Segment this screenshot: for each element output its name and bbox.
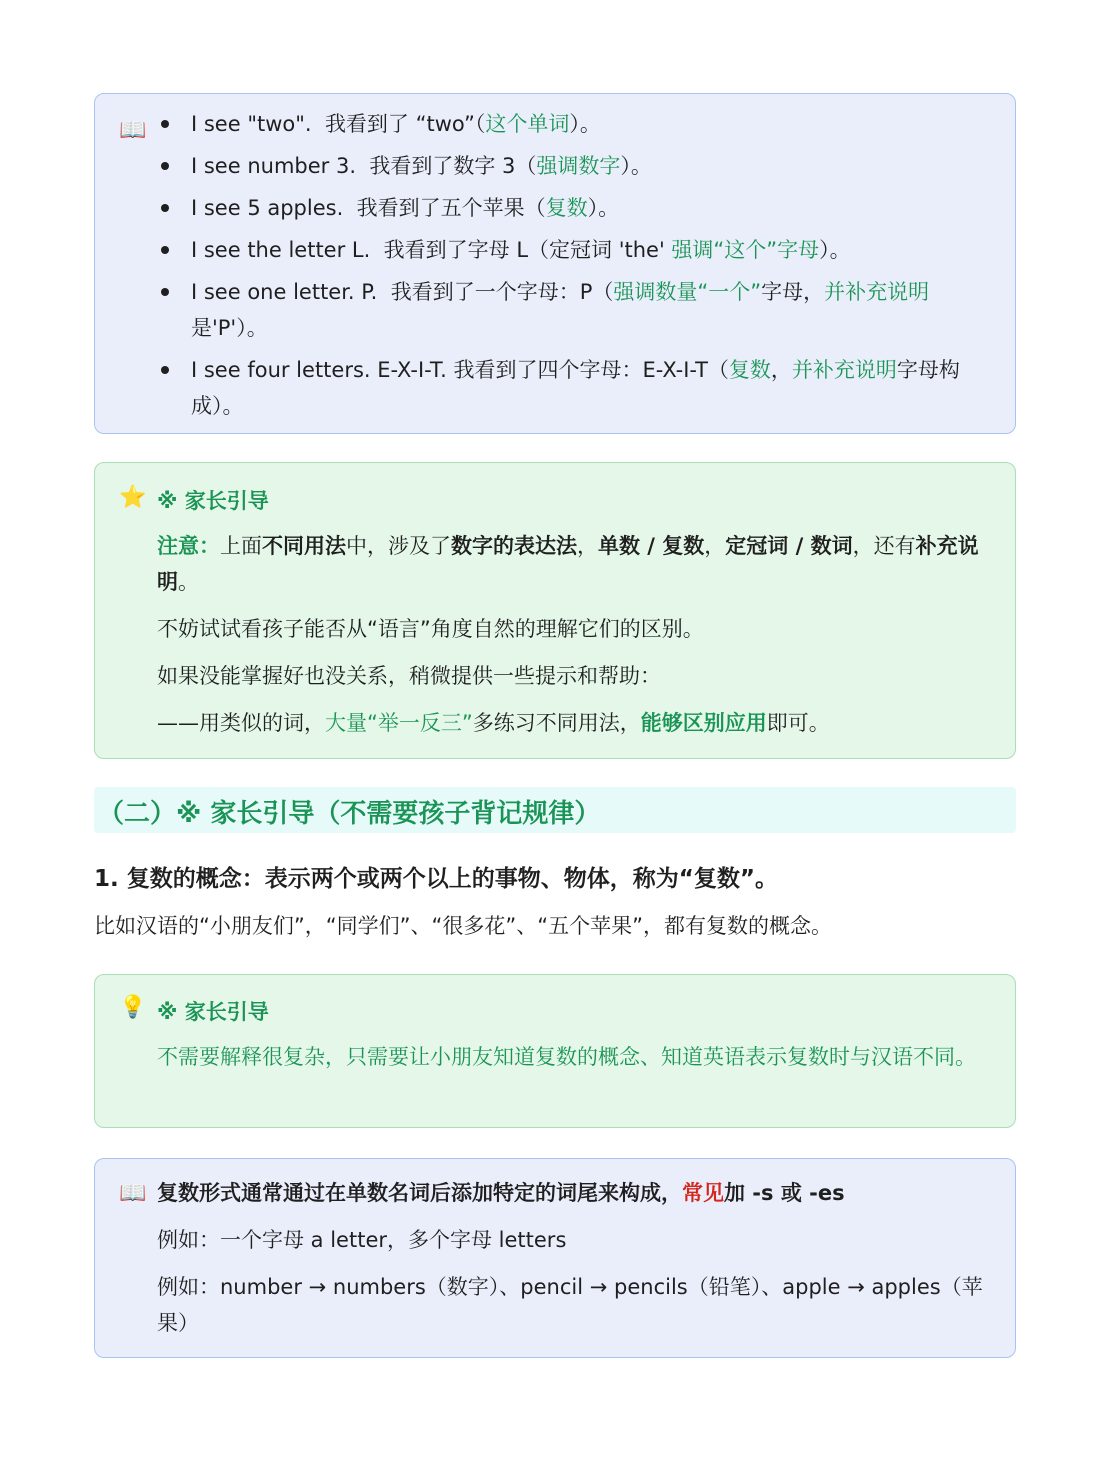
example-note: 强调数字	[536, 154, 621, 178]
paren-close: 是'P'）。	[191, 316, 268, 340]
bold-text: 补充说明	[157, 534, 979, 594]
paren-open: （	[474, 112, 486, 136]
paren-close: ）。	[587, 196, 620, 220]
guide-paragraph: 不需要解释很复杂，只需要让小朋友知道复数的概念、知道英语表示复数时与汉语不同。	[157, 1045, 976, 1069]
list-item	[157, 274, 977, 346]
text: 加 -s 或 -es	[724, 1181, 845, 1205]
bold-text: 单数 / 复数	[598, 534, 705, 558]
text: 中，涉及了	[346, 534, 451, 558]
list-item	[157, 232, 977, 268]
text: ，	[577, 534, 598, 558]
open-book-icon: 📖	[119, 1181, 147, 1206]
text: ，还有	[852, 534, 916, 558]
guide-title: ※ 家长引导	[157, 1000, 269, 1024]
list-item	[157, 190, 977, 226]
paren-close: 字母构成）。	[191, 358, 960, 418]
text: ，	[704, 534, 726, 558]
example-chinese: 我看到了 “two”	[324, 112, 475, 136]
star-icon: ⭐	[119, 485, 147, 510]
text: 多练习不同用法，	[472, 711, 641, 735]
guide-paragraph: 不妨试试看孩子能否从“语言”角度自然的理解它们的区别。	[157, 617, 704, 641]
concept-body: 比如汉语的“小朋友们”，“同学们”、“很多花”、“五个苹果”，都有复数的概念。	[94, 914, 833, 938]
highlight-text: 常见	[682, 1181, 724, 1205]
rule-example: 例如：number → numbers（数字）、pencil → pencils（铅笔）、apple → apples（苹果）	[157, 1275, 983, 1335]
text: 复数形式通常通过在单数名词后添加特定的词尾来构成，	[157, 1181, 682, 1205]
list-item	[157, 106, 977, 142]
example-english: I see one letter. P.	[191, 280, 378, 304]
example-english: I see four letters. E-X-I-T.	[191, 358, 447, 382]
example-mid: 字母，	[761, 280, 825, 304]
open-book-icon: 📖	[119, 118, 147, 143]
bold-text: 定冠词 / 数词	[725, 534, 853, 558]
examples-box	[94, 93, 1016, 434]
example-mid: ，	[770, 358, 792, 382]
example-chinese: 我看到了五个苹果	[356, 196, 525, 220]
paren-open: （	[707, 358, 729, 382]
example-note: 强调“这个”字母	[671, 238, 820, 262]
example-chinese: 我看到了一个字母：P	[390, 280, 593, 304]
parent-guide-box	[94, 462, 1016, 759]
text: ——用类似的词，	[157, 711, 325, 735]
bold-text: 不同用法	[262, 534, 346, 558]
examples-list	[157, 106, 977, 430]
example-note: 并补充说明	[791, 358, 897, 382]
example-chinese: 我看到了四个字母：E-X-I-T	[453, 358, 708, 382]
rule-example: 例如：一个字母 a letter，多个字母 letters	[157, 1228, 567, 1252]
example-note: 复数	[728, 358, 771, 382]
example-note: 复数	[545, 196, 588, 220]
example-chinese: 我看到了字母 L	[383, 238, 529, 262]
paren-open: （定冠词 'the'	[528, 238, 672, 262]
paren-close: ）。	[569, 112, 601, 136]
paren-close: ）。	[819, 238, 851, 262]
paren-open: （	[524, 196, 546, 220]
guide-paragraph	[157, 705, 992, 741]
paren-close: ）。	[620, 154, 652, 178]
text: 上面	[220, 534, 262, 558]
example-english: I see number 3.	[191, 154, 356, 178]
guide-paragraph: 如果没能掌握好也没关系，稍微提供一些提示和帮助：	[157, 664, 661, 688]
example-note: 强调数量“一个”	[613, 280, 762, 304]
paren-open: （	[515, 154, 537, 178]
text: 。	[178, 570, 199, 594]
paren-open: （	[592, 280, 614, 304]
section-header	[94, 787, 1016, 833]
example-note: 并补充说明	[824, 280, 930, 304]
example-english: I see "two".	[191, 112, 312, 136]
rule-title	[157, 1175, 992, 1211]
example-chinese: 我看到了数字 3	[369, 154, 516, 178]
example-english: I see the letter L.	[191, 238, 371, 262]
example-english: I see 5 apples.	[191, 196, 344, 220]
guide-note-paragraph	[157, 528, 992, 600]
list-item	[157, 352, 977, 424]
parent-guide-box-2	[94, 974, 1016, 1128]
text: 即可。	[766, 711, 830, 735]
plural-rule-box	[94, 1158, 1016, 1358]
bold-text: 数字的表达法	[451, 534, 577, 558]
highlight-text: 能够区别应用	[640, 711, 767, 735]
list-item	[157, 148, 977, 184]
concept-heading: 1. 复数的概念：表示两个或两个以上的事物、物体，称为“复数”。	[94, 866, 778, 892]
note-label: 注意：	[157, 534, 220, 558]
light-bulb-icon: 💡	[119, 995, 147, 1020]
section-title: （二）※ 家长引导（不需要孩子背记规律）	[98, 799, 601, 829]
highlight-text: 大量“举一反三”	[325, 711, 473, 735]
example-note: 这个单词	[485, 112, 570, 136]
guide-title: ※ 家长引导	[157, 489, 269, 513]
